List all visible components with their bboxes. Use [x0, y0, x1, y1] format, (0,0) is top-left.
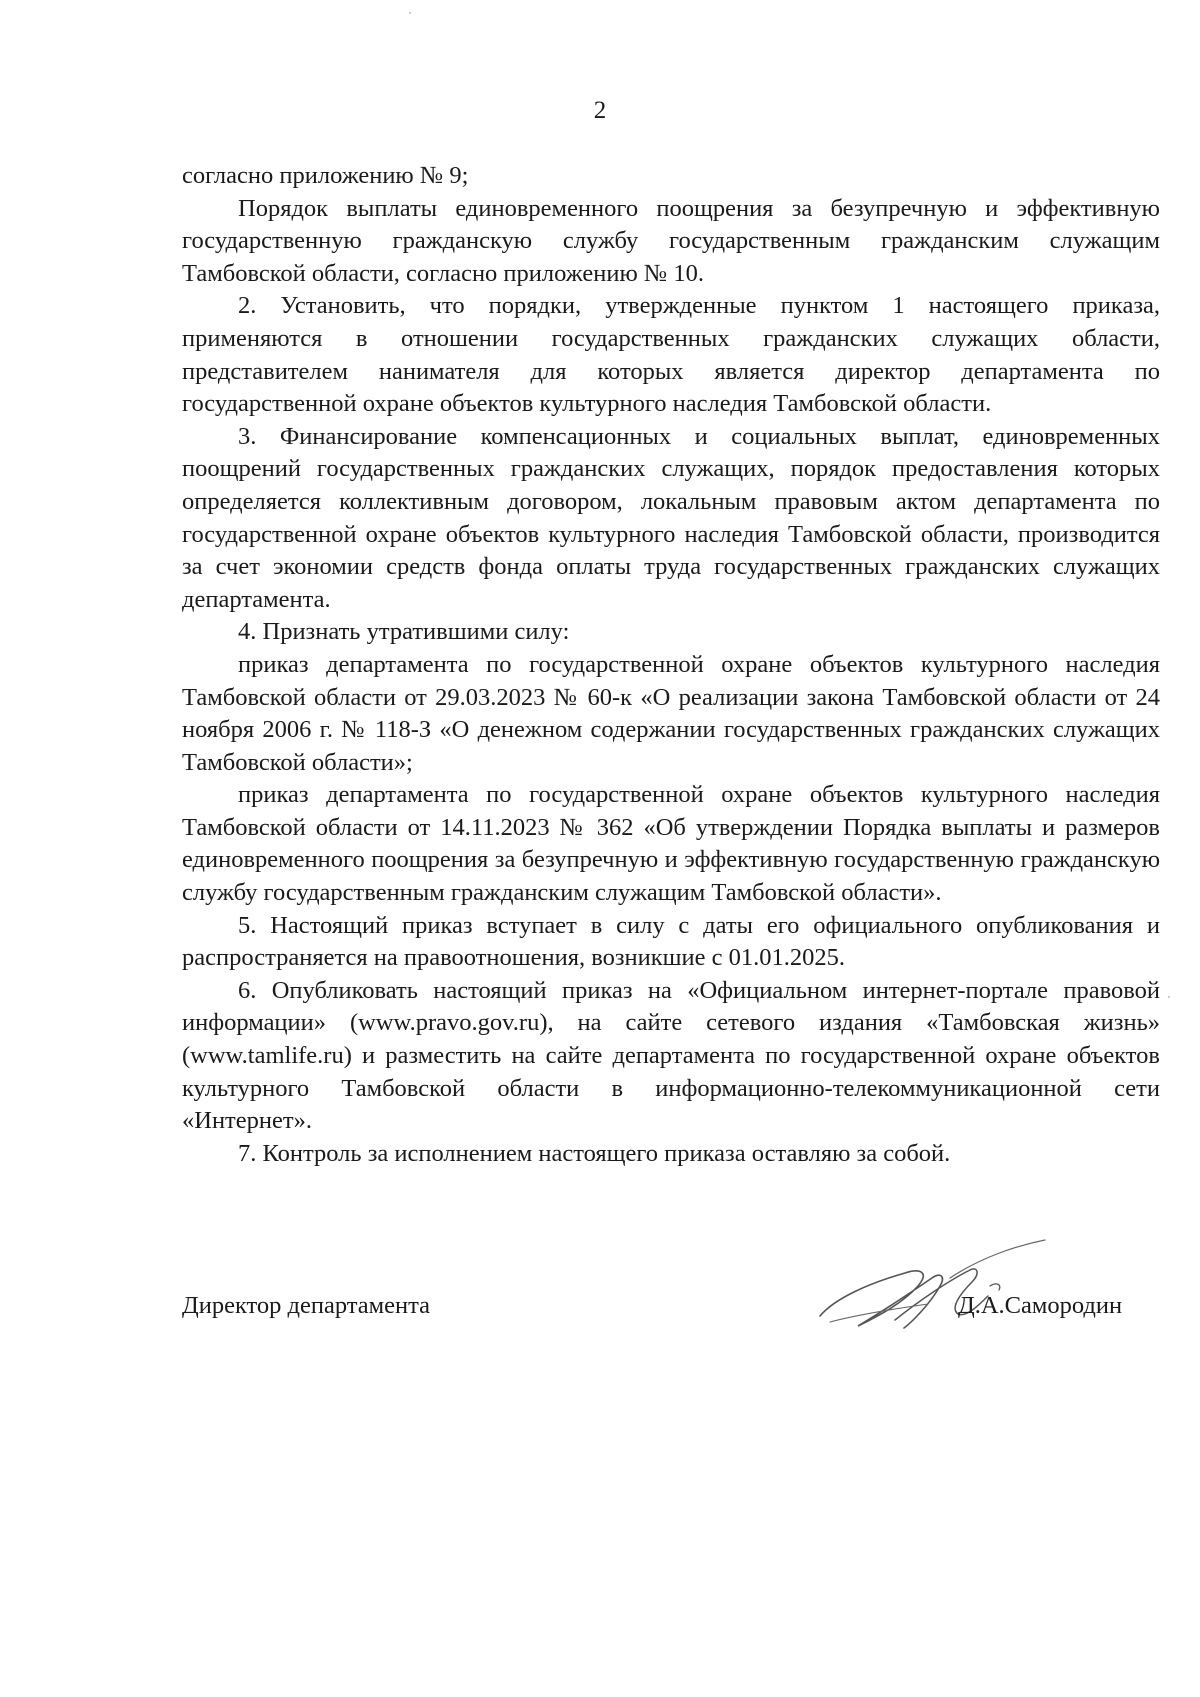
signer-name: Д.А.Самородин — [958, 1292, 1123, 1319]
page-number: 2 — [593, 97, 607, 124]
paragraph-item-2: 2. Установить, что порядки, утвержденные пунктом 1 настоящего приказа, применяются в отношении государственных гражданских служащих области, представителем нанимателя для которых является директор департамента по государственной охране объектов культурного наследия Тамбовской области. — [182, 292, 1160, 418]
signer-title: Директор департамента — [182, 1292, 431, 1319]
paragraph-repealed-order-2: приказ департамента по государственной охране объектов культурного наследия Тамбовской области от 14.11.2023 № 362 «Об утверждении Порядка выплаты и размеров единовременного поощрения за безупречную и эффективную государственную гражданскую службу государственным гражданским служащим Тамбовской области». — [182, 781, 1160, 907]
paragraph-continuation: согласно приложению № 9; — [182, 162, 469, 189]
paragraph-item-4: 4. Признать утратившими силу: — [238, 618, 570, 646]
signature-block — [0, 1274, 1200, 1334]
paragraph-item-3: 3. Финансирование компенсационных и социальных выплат, единовременных поощрений государственных гражданских служащих, порядок предоставления которых определяется коллективным договором, локальным правовым актом департамента по государственной охране объектов культурного наследия Тамбовской области, производится за счет экономии средств фонда оплаты труда государственных гражданских служащих департамента. — [182, 422, 1160, 613]
paragraph-item-6: 6. Опубликовать настоящий приказ на «Официальном интернет-портале правовой информации» (www.pravo.gov.ru), на сайте сетевого издания «Тамбовская жизнь» (www.tamlife.ru) и разместить на сайте департамента по государственной охране объектов культурного Тамбовской области в информационно-телекоммуникационной сети «Интернет». — [182, 976, 1160, 1135]
paragraph-repealed-order-1: приказ департамента по государственной охране объектов культурного наследия Тамбовской области от 29.03.2023 № 60-к «О реализации закона Тамбовской области от 24 ноября 2006 г. № 118-З «О денежном содержании государственных гражданских служащих Тамбовской области»; — [182, 650, 1160, 776]
paragraph-order-appendix-10: Порядок выплаты единовременного поощрения за безупречную и эффективную государственную гражданскую службу государственным гражданским служащим Тамбовской области, согласно приложению № 10. — [182, 194, 1160, 287]
paragraph-item-5: 5. Настоящий приказ вступает в силу с даты его официального опубликования и распространяется на правоотношения, возникшие с 01.01.2025. — [182, 911, 1160, 972]
paragraph-item-7: 7. Контроль за исполнением настоящего приказа оставляю за собой. — [238, 1139, 951, 1167]
document-body — [182, 160, 1160, 1170]
scan-speck — [1168, 996, 1170, 998]
scan-speck — [409, 12, 411, 14]
